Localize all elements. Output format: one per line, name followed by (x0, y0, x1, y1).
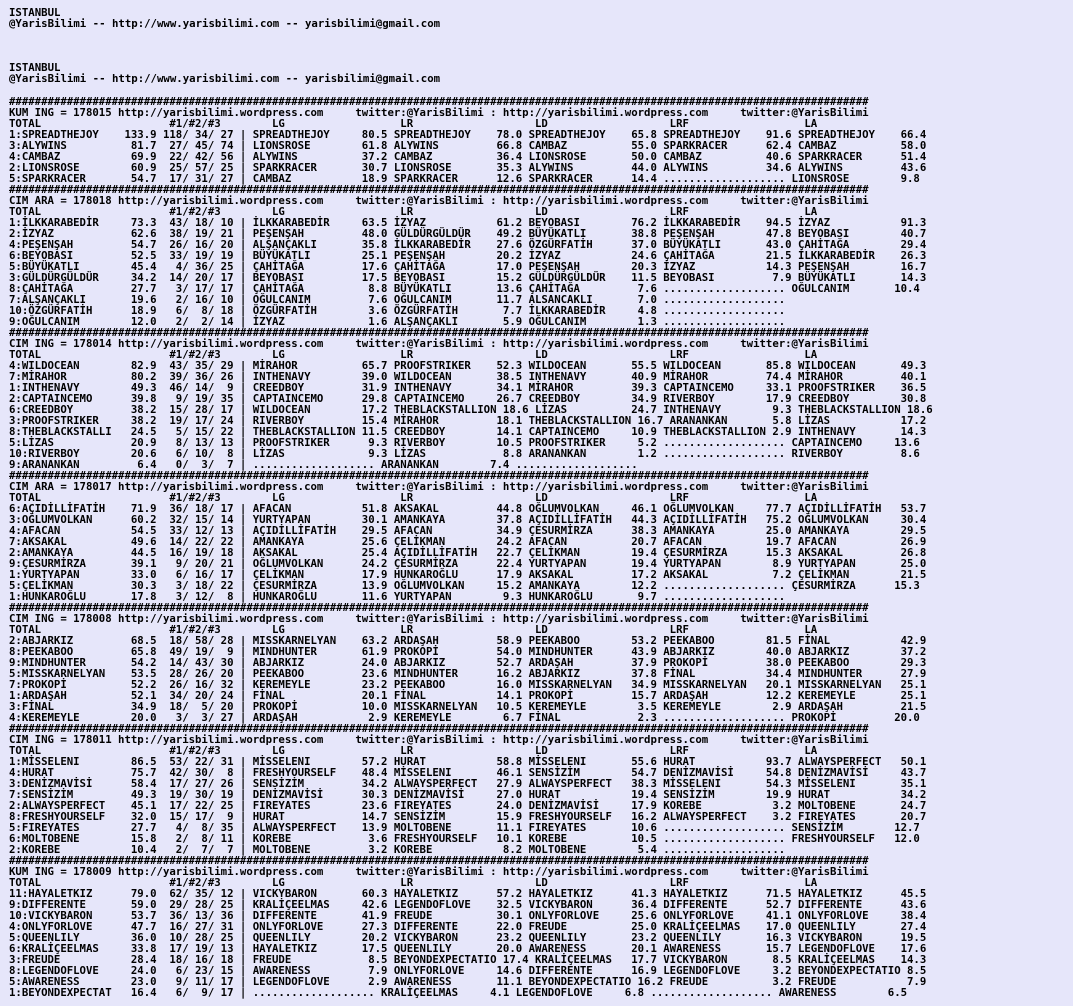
page-header: ISTANBUL @YarisBilimi -- http://www.yarisbilimi.com -- yarisbilimi@gmail.com (9, 7, 441, 30)
report-document (9, 7, 1069, 1002)
page-header: ISTANBUL @YarisBilimi -- http://www.yarisbilimi.com -- yarisbilimi@gmail.com (9, 61, 441, 85)
race-ratings-report: ###################################################################################################################################### KUM ING = 178015 http://yarisbilimi.wordpress.com twitter:@YarisBilimi : http://yarisbilimi.wordpress.com twitter:@YarisBilimi TOTAL #1/#2/#3 LG LR LD LRF LA 1:SPREADTHEJOY 133.9 118/ 34/ 27 | SPREADTHEJOY 80.5 SPREADTHEJOY 78.0 SPREADTHEJOY 65.8 SPREADTHEJOY 91.6 SPREADTHEJOY 66.4 3:ALYWINS 81.7 27/ 45/ 74 | LIONSROSE 61.8 ALYWINS 66.8 CAMBAZ 55.0 SPARKRACER 62.4 CAMBAZ 58.0 4:CAMBAZ 69.9 22/ 42/ 56 | ALYWINS 37.2 CAMBAZ 36.4 LIONSROSE 50.0 CAMBAZ 40.6 SPARKRACER 51.4 2:LIONSROSE 60.9 25/ 57/ 25 | SPARKRACER 30.7 LIONSROSE 35.3 ALYWINS 44.0 ALYWINS 34.6 ALYWINS 43.6 5:SPARKRACER 54.7 17/ 31/ 27 | CAMBAZ 18.9 SPARKRACER 12.6 SPARKRACER 14.4 ................... LIONSROSE 9.8 ###################################################################################################################################### CIM ARA = 178018 http://yarisbilimi.wordpress.com twitter:@YarisBilimi : http://yarisbilimi.wordpress.com twitter:@YarisBilimi TOTAL #1/#2/#3 LG LR LD LRF LA 1:İLKKARABEDİR 73.3 43/ 18/ 10 | İLKKARABEDİR 63.5 İZYAZ 61.2 BEYOBASI 76.2 İLKKARABEDİR 94.5 İZYAZ 91.3 2:İZYAZ 62.6 38/ 19/ 21 | PEŞENŞAH 48.0 GÜLDÜRGÜLDÜR 49.2 BÜYÜKATLI 38.8 PEŞENŞAH 47.8 BEYOBASI 40.7 4:PEŞENŞAH 54.7 26/ 16/ 20 | ALŞANÇAKLI 35.8 İLKKARABEDİR 27.6 ÖZGÜRFATİH 37.0 BÜYÜKATLI 43.0 ÇAHİTAĞA 29.4 6:BEYOBASI 52.5 33/ 19/ 19 | BÜYÜKATLI 25.1 PEŞENŞAH 20.2 İZYAZ 24.6 ÇAHİTAĞA 21.5 İLKKARABEDİR 26.3 5:BÜYÜKATLI 45.4 4/ 36/ 25 | ÇAHİTAĞA 17.6 ÇAHİTAĞA 17.0 PEŞENŞAH 20.3 İZYAZ 14.3 PEŞENŞAH 16.7 3:GÜLDÜRGÜLDÜR 34.2 14/ 20/ 17 | BEYOBASI 17.5 BEYOBASI 15.2 GÜLDÜRGÜLDÜR 11.5 BEYOBASI 7.9 BÜYÜKATLI 14.3 8:ÇAHİTAĞA 27.7 3/ 17/ 17 | ÇAHİTAĞA 8.8 BÜYÜKATLI 13.6 ÇAHİTAĞA 7.6 ................... OĞULCANIM 10.4 7:ALŞANÇAKLI 19.6 2/ 16/ 10 | OĞULCANIM 7.6 OĞULCANIM 11.7 ALSANCAKLI 7.0 ................... 10:ÖZGÜRFATİH 18.9 6/ 8/ 18 | ÖZGÜRFATİH 3.6 ÖZGÜRFATİH 7.7 İLKKARABEDİR 4.8 ................... 9:OĞULCANIM 12.0 2/ 2/ 14 | İZYAZ 1.6 ALŞANÇAKLI 5.9 OĞULCANIM 1.3 ................... ###################################################################################################################################### CIM ING = 178014 http://yarisbilimi.wordpress.com twitter:@YarisBilimi : http://yarisbilimi.wordpress.com twitter:@YarisBilimi TOTAL #1/#2/#3 LG LR LD LRF LA 4:WILDOCEAN 82.9 43/ 35/ 29 | MİRAHOR 65.7 PROOFSTRIKER 52.3 WILDOCEAN 55.5 WILDOCEAN 85.8 WILDOCEAN 49.3 7:MİRAHOR 80.2 39/ 36/ 26 | INTHENAVY 39.0 WILDOCEAN 38.5 INTHENAVY 40.9 MİRAHOR 74.4 MİRAHOR 40.1 1:INTHENAVY 49.3 46/ 14/ 9 | CREEDBOY 31.9 INTHENAVY 34.1 MİRAHOR 39.3 CAPTAINCEMO 33.1 PROOFSTRIKER 36.5 2:CAPTAINCEMO 39.8 9/ 19/ 35 | CAPTAINCEMO 29.8 CAPTAINCEMO 26.7 CREEDBOY 34.9 RIVERBOY 17.9 CREEDBOY 30.8 6:CREEDBOY 38.2 15/ 28/ 17 | WILDOCEAN 17.2 THEBLACKSTALLION 18.6 LİZAS 24.7 INTHENAVY 9.3 THEBLACKSTALLION 18.6 3:PROOFSTRIKER 38.2 19/ 17/ 24 | RIVERBOY 15.4 MİRAHOR 18.1 THEBLACKSTALLION 16.7 ARANANKAN 5.8 LİZAS 17.2 8:THEBLACKSTALLI 24.5 5/ 15/ 22 | THEBLACKSTALLION 11.5 CREEDBOY 14.1 CAPTAINCEMO 10.9 THEBLACKSTALLION 2.9 INTHENAVY 14.3 5:LİZAS 20.9 8/ 13/ 13 | PROOFSTRIKER 9.3 RIVERBOY 10.5 PROOFSTRIKER 5.2 ................... CAPTAINCEMO 13.6 10:RIVERBOY 20.6 6/ 10/ 8 | LİZAS 9.3 LİZAS 8.8 ARANANKAN 1.2 ................... RIVERBOY 8.6 9:ARANANKAN 6.4 0/ 3/ 7 | ................... ARANANKAN 7.4 ................... ###################################################################################################################################### CIM ARA = 178017 http://yarisbilimi.wordpress.com twitter:@YarisBilimi : http://yarisbilimi.wordpress.com twitter:@YarisBilimi TOTAL #1/#2/#3 LG LR LD LRF LA 6:AÇIDİLLİFATİH 71.9 36/ 18/ 17 | AFACAN 51.8 AKSAKAL 44.8 OĞLUMVOLKAN 46.1 OĞLUMVOLKAN 77.7 AÇIDİLLİFATİH 53.7 3:OĞLUMVOLKAN 60.2 32/ 15/ 14 | YURTYAPAN 30.1 AMANKAYA 37.8 AÇIDİLLİFATİH 44.3 AÇIDİLLİFATİH 75.2 OĞLUMVOLKAN 30.4 4:AFACAN 54.5 33/ 12/ 13 | AÇIDİLLİFATİH 29.5 AFACAN 34.9 ÇESURMİRZA 38.3 AMANKAYA 25.0 AMANKAYA 29.5 7:AKSAKAL 49.6 14/ 22/ 22 | AMANKAYA 25.6 ÇELİKMAN 24.2 AFACAN 20.7 AFACAN 19.7 AFACAN 26.9 2:AMANKAYA 44.5 16/ 19/ 18 | AKSAKAL 25.4 AÇIDİLLİFATİH 22.7 ÇELİKMAN 19.4 ÇESURMİRZA 15.3 AKSAKAL 26.8 9:ÇESURMİRZA 39.1 9/ 20/ 21 | OĞLUMVOLKAN 24.2 ÇESURMİRZA 22.4 YURTYAPAN 19.4 YURTYAPAN 8.9 YURTYAPAN 25.0 1:YURTYAPAN 33.0 6/ 16/ 17 | ÇELİKMAN 17.9 HUNKAROĞLU 17.9 AKSAKAL 17.2 AKSAKAL 7.2 ÇELİKMAN 21.5 5:ÇELİKMAN 30.3 3/ 18/ 22 | ÇESURMİRZA 13.9 OĞLUMVOLKAN 15.2 AMANKAYA 12.2 ................... ÇESURMİRZA 15.3 1:HUNKAROĞLU 17.8 3/ 12/ 8 | HUNKAROĞLU 11.6 YURTYAPAN 9.3 HUNKAROĞLU 9.7 ................... ###################################################################################################################################### CIM ING = 178008 http://yarisbilimi.wordpress.com twitter:@YarisBilimi : http://yarisbilimi.wordpress.com twitter:@YarisBilimi TOTAL #1/#2/#3 LG LR LD LRF LA 2:ABJARKIZ 68.5 18/ 58/ 28 | MISSKARNELYAN 63.2 ARDAŞAH 58.9 PEEKABOO 53.2 PEEKABOO 81.5 FİNAL 42.9 8:PEEKABOO 65.8 49/ 19/ 9 | MINDHUNTER 61.9 PROKOPİ 54.0 MINDHUNTER 43.9 ABJARKIZ 40.0 ABJARKIZ 37.2 9:MINDHUNTER 54.2 14/ 43/ 30 | ABJARKIZ 24.0 ABJARKIZ 52.7 ARDAŞAH 37.9 PROKOPİ 38.0 PEEKABOO 29.3 5:MISSKARNELYAN 53.5 28/ 26/ 20 | PEEKABOO 23.6 MINDHUNTER 16.2 ABJARKIZ 37.8 FİNAL 34.4 MINDHUNTER 27.9 7:PROKOPİ 52.2 26/ 16/ 32 | KEREMEYLE 23.2 PEEKABOO 16.0 MISSKARNELYAN 34.9 MISSKARNELYAN 20.1 MISSKARNELYAN 25.1 1:ARDAŞAH 52.1 34/ 20/ 24 | FİNAL 20.1 FİNAL 14.1 PROKOPİ 15.7 ARDAŞAH 12.2 KEREMEYLE 25.1 3:FİNAL 34.9 18/ 5/ 20 | PROKOPİ 10.0 MISSKARNELYAN 10.5 KEREMEYLE 3.5 KEREMEYLE 2.9 ARDAŞAH 21.5 4:KEREMEYLE 20.0 3/ 3/ 27 | ARDAŞAH 2.9 KEREMEYLE 6.7 FİNAL 2.3 ................... PROKOPİ 20.0 ###################################################################################################################################### CIM ING = 178011 http://yarisbilimi.wordpress.com twitter:@YarisBilimi : http://yarisbilimi.wordpress.com twitter:@YarisBilimi TOTAL #1/#2/#3 LG LR LD LRF LA 1:MİSSELENI 86.5 53/ 22/ 31 | MİSSELENI 57.2 HURAT 58.8 MİSSELENI 55.6 HURAT 93.7 ALWAYSPERFECT 50.1 4:HURAT 75.7 42/ 30/ 8 | FRESHYOURSELF 48.4 MİSSELENI 46.1 SENSİZİM 54.7 DENİZMAVİSİ 54.8 DENİZMAVİSİ 43.7 3:DENİZMAVİSİ 58.4 17/ 27/ 26 | SENSİZİM 34.2 ALWAYSPERFECT 27.9 ALWAYSPERFECT 38.3 MİSSELENI 54.3 MİSSELENI 35.1 7:SENSİZİM 49.3 19/ 30/ 19 | DENİZMAVİSİ 30.3 DENİZMAVİSİ 27.0 HURAT 19.4 SENSİZİM 19.9 HURAT 34.2 2:ALWAYSPERFECT 45.1 17/ 22/ 25 | FIREYATES 23.6 FIREYATES 24.0 DENİZMAVİSİ 17.9 KOREBE 3.2 MOLTOBENE 24.7 8:FRESHYOURSELF 32.0 15/ 17/ 9 | HURAT 14.7 SENSİZİM 15.9 FRESHYOURSELF 16.2 ALWAYSPERFECT 3.2 FIREYATES 20.7 5:FIREYATES 27.7 4/ 8/ 35 | ALWAYSPERFECT 13.9 MOLTOBENE 11.1 FIREYATES 10.6 ................... SENSİZİM 12.7 6:MOLTOBENE 15.8 2/ 8/ 11 | KOREBE 3.6 FRESHYOURSELF 10.1 KOREBE 10.5 ................... FRESHYOURSELF 12.0 2:KOREBE 10.4 2/ 7/ 7 | MOLTOBENE 3.2 KOREBE 8.2 MOLTOBENE 5.4 ................... ###################################################################################################################################### KUM ING = 178009 http://yarisbilimi.wordpress.com twitter:@YarisBilimi : http://yarisbilimi.wordpress.com twitter:@YarisBilimi TOTAL #1/#2/#3 LG LR LD LRF LA 11:HAYALETKIZ 79.0 62/ 35/ 12 | VICKYBARON 60.3 HAYALETKIZ 57.2 HAYALETKIZ 41.3 HAYALETKIZ 71.5 HAYALETKIZ 45.5 9:DIFFERENTE 59.0 29/ 28/ 25 | KRALİÇEELMAS 42.6 LEGENDOFLOVE 32.5 VICKYBARON 36.4 DIFFERENTE 52.7 DIFFERENTE 43.6 10:VICKYBARON 53.7 36/ 13/ 36 | DIFFERENTE 41.9 FREUDE 30.1 ONLYFORLOVE 25.6 ONLYFORLOVE 41.1 ONLYFORLOVE 38.4 4:ONLYFORLOVE 47.7 16/ 27/ 31 | ONLYFORLOVE 27.3 DIFFERENTE 22.0 FREUDE 25.0 KRALİÇEELMAS 17.0 QUEENLILY 27.4 5:QUEENLILY 36.0 10/ 28/ 25 | QUEENLILY 20.2 VICKYBARON 23.2 QUEENLILY 23.2 QUEENLILY 16.3 VICKYBARON 19.5 6:KRALİÇEELMAS 33.8 17/ 19/ 13 | HAYALETKIZ 17.5 QUEENLILY 20.0 AWARENESS 20.1 AWARENESS 15.7 LEGENDOFLOVE 17.6 3:FREUDE 28.4 18/ 16/ 18 | FREUDE 8.5 BEYONDEXPECTATIO 17.4 KRALİÇEELMAS 17.7 VICKYBARON 8.5 KRALİÇEELMAS 14.3 8:LEGENDOFLOVE 24.0 6/ 23/ 15 | AWARENESS 7.9 ONLYFORLOVE 14.6 DIFFERENTE 16.9 LEGENDOFLOVE 3.2 BEYONDEXPECTATIO 8.5 5:AWARENESS 23.0 9/ 11/ 17 | LEGENDOFLOVE 2.9 AWARENESS 11.1 BEYONDEXPECTATIO 16.2 FREUDE 3.2 FREUDE 7.9 1:BEYONDEXPECTAT 16.4 6/ 9/ 17 | ................... KRALİÇEELMAS 4.1 LEGENDOFLOVE 6.8 ................... AWARENESS 6.5 (9, 95, 933, 999)
